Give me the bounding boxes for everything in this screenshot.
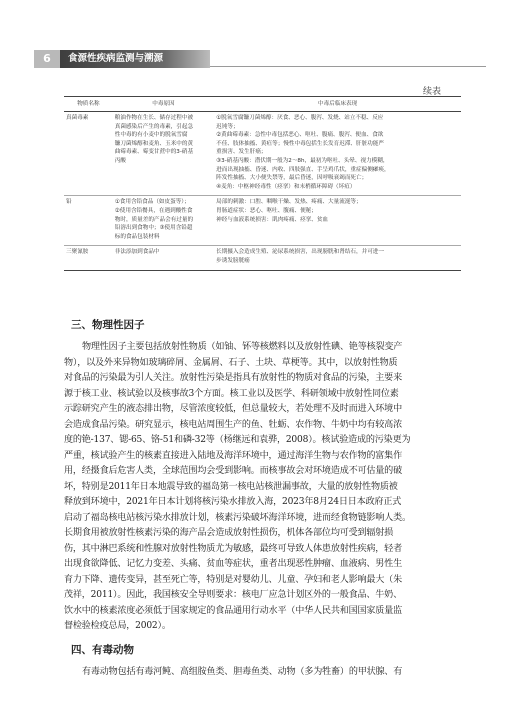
cell-substance: 真菌毒素 [66,115,89,121]
text-line: 释放到环境中，2021年日本计划将核污染水排放入海，2023年8月24日日本政府正式 [64,497,402,507]
text-line: 丙酸 [114,157,126,164]
text-line: 局部的刺激：口腔、咽喉干燥、发热、疼痛、大量流涎等； [216,199,362,206]
text-line: ③3-硝基丙酸：潜伏期一般为2～8h，最初为呕吐、头晕、视力模糊， [216,157,389,164]
text-line: ④麦角：中枢神经毒性（痉挛）和末梢循环障碍（坏疽） [216,183,356,190]
text-line: 性中毒的有小麦中的脱氧雪腐 [114,132,188,139]
text-line: ①脱氧雪腐镰刀菌烯醇：厌食、恶心、腹泻、发烧、站立不稳、反应 [216,115,384,121]
cell-symptoms [214,112,461,196]
text-line: 度的铯-137、锶-65、铬-51和磷-32等（杨继远和袁骅，2008）。核试验造成的污染更为 [64,435,411,445]
text-line: 对食品的污染最为引人关注。放射性污染是指具有放射性的物质对食品的污染，主要来 [64,373,402,383]
cell-cause [113,112,214,196]
text-line: 长期摄入会造成生殖、泌尿系统损害，出现膀胱和肾结石，并可进一 [216,249,384,256]
text-line: 物理性因子主要包括放射性物质（如铀、钚等核燃料以及放射性碘、铯等核裂变产 [82,342,403,352]
body-paragraph [64,340,461,635]
text-line: ①食用含铅食品（如皮蛋等）； [114,199,190,206]
col-header-substance: 物质名称 [64,97,113,112]
text-line: 伤，其中淋巴系统和性腺对放射性物质尤为敏感，最终可导致人体患放射性疾病，轻者 [64,543,402,554]
text-line: 胃肠道症状：恶心、呕吐、腹痛、便秘； [216,207,317,214]
text-line: 标的食品包装材料 [114,233,160,240]
text-line: 源于核工业、核试验以及核事故3个方面。核工业以及医学、科研领域中放射性同位素 [64,388,399,399]
cell-symptoms [214,196,461,246]
cell-substance: 铅 [64,196,113,246]
cell-cause [113,196,214,246]
cell-symptoms [214,246,461,270]
section-heading-toxic-animals: 四、有毒动物 [71,644,134,656]
text-line: 铅溶出到食物中；③使用含铅超 [114,225,193,232]
body-paragraph [64,665,461,681]
text-line: 物），以及外来异物如玻璃碎屑、金属屑、石子、土块、草梗等。其中，以放射性物质 [64,357,398,368]
text-line: 有毒动物包括有毒河鲀、高组胺鱼类、胆毒鱼类、动物（多为牲畜）的甲状腺、有 [82,667,403,677]
text-line: 示踪研究产生的液态排出物，尽管浓度较低，但总量较大，若处理不及时而进入环境中 [64,404,402,414]
text-line: 坏，特别是2011年日本地震导致的福岛第一核电站核泄漏事故，大量的放射性物质被 [64,481,398,492]
running-header [34,50,486,68]
text-line: 粮油作物在生长、储存过程中被 [114,115,194,121]
text-line: 非法添加到食品中 [114,249,160,256]
text-line: 迟钝等； [216,123,239,130]
text-line: 长期食用被放射性核素污染的海产品会造成放射性损伤，机体各部位均可受到辐射损 [64,528,394,538]
header-rule [210,66,486,67]
text-line: 严重，核试验产生的核素直接进入陆地及海洋环境中，通过海洋生物与农作物的富集作 [64,450,402,461]
symptom-table [64,96,461,271]
text-line: 真菌感染后产生的毒素，引起急 [114,123,194,130]
text-line: 不佳、肢体抽搐、黄疸等；慢性中毒包括生长发育迟滞、肝脏功能严 [216,140,384,147]
section-heading-physical: 三、物理性因子 [71,319,145,331]
cell-cause [113,246,214,270]
page-number: 6 [34,50,60,68]
text-line: 育力下降、遗传变异，甚至死亡等，特别是对婴幼儿、儿童、孕妇和老人影响最大（朱 [64,574,402,585]
text-line: 曲霉毒素、霉变甘蔗中的3-硝基 [114,149,194,156]
text-line: ②黄曲霉毒素：急性中毒包括恶心、呕吐、腹痛、腹泻、便血、食欲 [216,132,384,139]
text-line: 茂祥，2011）。因此，我国核安全导则要求：核电厂应急计划区外的一般食品、牛奶、 [64,590,402,600]
text-line: 启动了福岛核电站核污染水排放计划，核素污染破坏海洋环境，进而经食物链影响人类。 [64,512,411,523]
table-row [64,246,461,270]
text-line: 步诱发膀胱癌 [216,257,250,264]
text-line: 阵发性抽搐、大小便失禁等，最后昏迷，因呼吸衰竭而死亡； [216,175,368,182]
table-row [64,112,461,196]
col-header-symptoms: 中毒后临床表现 [214,97,461,112]
text-line: 进而出现抽搐、昏迷、内收、四肢强直、手呈鸡爪状，重症偏侧瘫痪， [216,166,390,173]
table-row [64,196,461,246]
text-line: 饮水中的核素浓度必须低于国家规定的食品通用行动水平（中华人民共和国国家质量监 [64,605,402,616]
text-line: 镰刀菌烯醇和麦角、玉米中的黄 [114,140,194,147]
text-line: 督检验检疫总局，2002）。 [64,621,171,631]
continued-label: 续表 [423,87,442,97]
col-header-cause: 中毒原因 [113,97,214,112]
text-line: 出现食欲降低、记忆力变差、头痛、贫血等症状，重者出现恶性肿瘤、血液病、男性生 [64,559,402,569]
text-line: 神经与血液系统损害：肌肉疼痛、痉挛、贫血 [216,216,329,223]
text-line: ②使用含铅餐具，在遇到酸性食 [114,207,193,214]
text-line: 会造成食品污染。研究显示，核电站周围生产的鱼、牡蛎、农作物、牛奶中均有较高浓 [64,419,402,430]
text-line: 物时，质量差的产品会有过量的 [114,216,194,223]
book-title: 食源性疾病监测与溯源 [68,53,164,64]
text-line: 用，经摄食后危害人类，全球范围均会受到影响。而核事故会对环境造成不可估量的破 [64,466,402,476]
table-header-row [64,97,461,112]
text-line: 重损害、发生肝癌； [216,149,267,156]
cell-substance: 三聚氰胺 [64,246,113,270]
